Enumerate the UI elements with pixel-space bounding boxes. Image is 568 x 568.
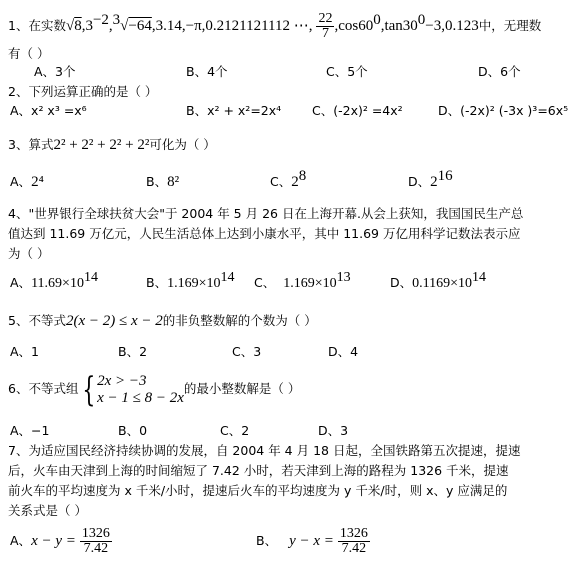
q6-stem: 6、不等式组 { 2x > −3 x − 1 ≤ 8 − 2x 的最小整数解是（ ） <box>8 369 301 410</box>
q7-option-b[interactable]: B、 y − x = $\frac{1326}{7.42}$ <box>256 526 368 556</box>
q4-option-c[interactable]: C、 $1.169\times 10^{13}$ <box>254 269 351 291</box>
q4-option-b[interactable]: B、$1.169\times 10^{14}$ <box>146 269 235 291</box>
q5-option-c[interactable]: C、3 <box>232 344 262 359</box>
q4-stem-line3: 为（ ） <box>8 246 50 261</box>
q7-stem-line2: 后，火车由天津到上海的时间缩短了 7.42 小时，若天津到上海的路程为 1326 千米，提速 <box>8 463 509 478</box>
q5-option-d[interactable]: D、4 <box>328 344 359 359</box>
q1-option-b[interactable]: B、4个 <box>186 64 228 79</box>
q7-stem-line3: 前火车的平均速度为 x 千米/小时，提速后火车的平均速度为 y 千米/时，则 x、y 应满足的 <box>8 483 508 498</box>
q2-option-b[interactable]: B、x² + x²=2x⁴ <box>186 103 282 118</box>
q6-option-d[interactable]: D、3 <box>318 423 349 438</box>
q1-stem-line2: 有（ ） <box>8 46 50 61</box>
q1-exp: −2 <box>92 11 109 28</box>
q5-stem: 5、不等式2(x − 2) ≤ x − 2的非负整数解的个数为（ ） <box>8 313 317 329</box>
q1-cos: ,cos60 <box>334 18 374 34</box>
q7-option-b-fraction: $\frac{1326}{7.42}$ <box>339 526 368 556</box>
q2-option-d[interactable]: D、(-2x)² (-3x )³=6x⁵ <box>438 103 568 118</box>
q1-lead: 1、在实数 <box>8 18 66 33</box>
q4-stem-line1: 4、"世界银行全球扶贫大会"于 2004 年 5 月 26 日在上海开幕.从会上获知，我国国民生产总 <box>8 206 524 221</box>
q1-option-a[interactable]: A、3个 <box>34 64 76 79</box>
q5-option-b[interactable]: B、2 <box>118 344 148 359</box>
q7-option-a-fraction: $\frac{1326}{7.42}$ <box>81 526 110 556</box>
q6-option-a[interactable]: A、−1 <box>10 423 50 438</box>
q3-expression: 2² + 2² + 2² + 2² <box>53 137 150 153</box>
q3-option-c[interactable]: C、$2^8$ <box>270 167 307 190</box>
q1-stem: 1、在实数$√8,3^{-2},^3√-64,3.14,-\pi,0.2121121112$ ⋯, $\frac{22}{7}$ $,\cos 60^0,\tan 30^0-3,0.123$中，无理数 <box>8 11 542 41</box>
q1-option-d[interactable]: D、6个 <box>478 64 521 79</box>
q2-stem: 2、下列运算正确的是（ ） <box>8 84 158 99</box>
q6-option-c[interactable]: C、2 <box>220 423 250 438</box>
q3-stem: 3、算式2² + 2² + 2² + 2²可化为（ ） <box>8 137 216 153</box>
q6-option-b[interactable]: B、0 <box>118 423 148 438</box>
q6-brace: { <box>82 369 96 410</box>
q1-numbers: ,3.14,−π,0.2121121112 ⋯, <box>151 18 313 34</box>
q1-cbrt-index: 3 <box>112 11 121 28</box>
q1-tan: ,tan30 <box>380 18 418 34</box>
q5-option-a[interactable]: A、1 <box>10 344 40 359</box>
q5-inequality: 2(x − 2) ≤ x − 2 <box>65 313 163 329</box>
q1-sqrt-rad: 8 <box>74 18 82 34</box>
q6-system: 2x > −3 x − 1 ≤ 8 − 2x <box>97 372 184 406</box>
q7-stem-line4: 关系式是（ ） <box>8 503 87 518</box>
q1-cbrt-rad: −64 <box>128 18 152 34</box>
q7-stem-line1: 7、为适应国民经济持续协调的发展，自 2004 年 4 月 18 日起，全国铁路第五次提速，提速 <box>8 443 521 458</box>
q2-option-c[interactable]: C、(-2x)² =4x² <box>312 103 403 118</box>
q3-option-d[interactable]: D、$2^{16}$ <box>408 167 453 190</box>
q4-option-a[interactable]: A、$11.69\times 10^{14}$ <box>10 269 98 291</box>
q4-stem-line2: 值达到 11.69 万亿元，人民生活总体上达到小康水平，其中 11.69 万亿用科学记数法表示应 <box>8 226 521 241</box>
q1-option-c[interactable]: C、5个 <box>326 64 368 79</box>
q3-option-b[interactable]: B、8² <box>146 174 180 190</box>
q3-option-a[interactable]: A、2⁴ <box>10 174 44 190</box>
q2-option-a[interactable]: A、x² x³ =x⁶ <box>10 103 87 118</box>
q4-option-d[interactable]: D、$0.1169\times 10^{14}$ <box>390 269 487 291</box>
q7-option-a[interactable]: A、x − y = $\frac{1326}{7.42}$ <box>10 526 110 556</box>
q1-fraction: $\frac{22}{7}$ <box>318 11 333 41</box>
